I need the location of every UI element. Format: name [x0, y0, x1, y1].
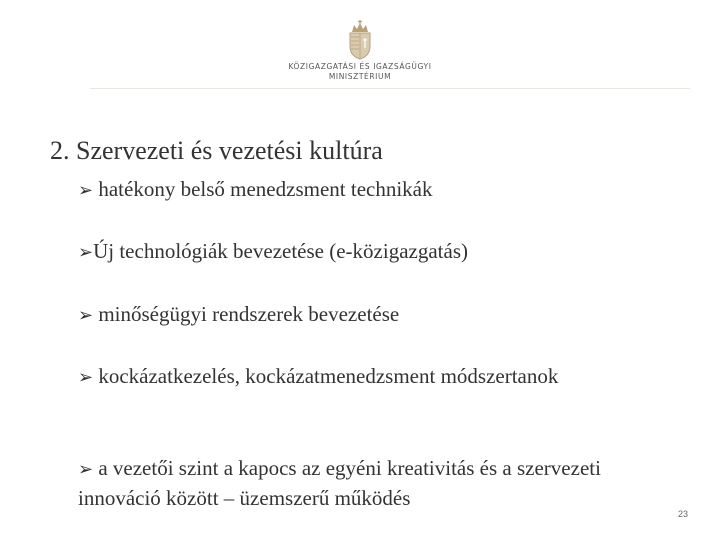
bullet-item — [78, 175, 658, 205]
page-number: 23 — [678, 509, 689, 519]
bullet-text: minőségügyi rendszerek bevezetése — [93, 302, 400, 326]
ministry-name-line2: MINISZTÉRIUM — [328, 72, 392, 81]
arrow-bullet-icon: ➢ — [78, 180, 94, 201]
ministry-name-line1: KÖZIGAZGATÁSI ÉS IGAZSÁGÜGYI — [288, 62, 432, 71]
header-divider — [90, 88, 690, 89]
arrow-bullet-icon: ➢ — [78, 367, 94, 388]
bullet-text: Új technológiák bevezetése (e-közigazgatás) — [93, 239, 468, 263]
bullet-text: kockázatkezelés, kockázatmenedzsment módszertanok — [93, 364, 559, 388]
bullet-item — [78, 300, 658, 330]
arrow-bullet-icon: ➢ — [78, 305, 94, 326]
arrow-bullet-icon: ➢ — [78, 242, 94, 263]
bullet-item — [78, 237, 658, 267]
bullet-item — [78, 362, 658, 392]
hungarian-coat-of-arms-icon — [347, 20, 373, 60]
bullet-text: hatékony belső menedzsment technikák — [93, 177, 433, 201]
bullet-text: a vezetői szint a kapocs az egyéni kreativitás és a szervezeti innováció között – üzemszerű működés — [78, 456, 601, 510]
slide-title: 2. Szervezeti és vezetési kultúra — [50, 136, 383, 165]
bullet-item — [78, 454, 658, 512]
arrow-bullet-icon: ➢ — [78, 459, 94, 480]
